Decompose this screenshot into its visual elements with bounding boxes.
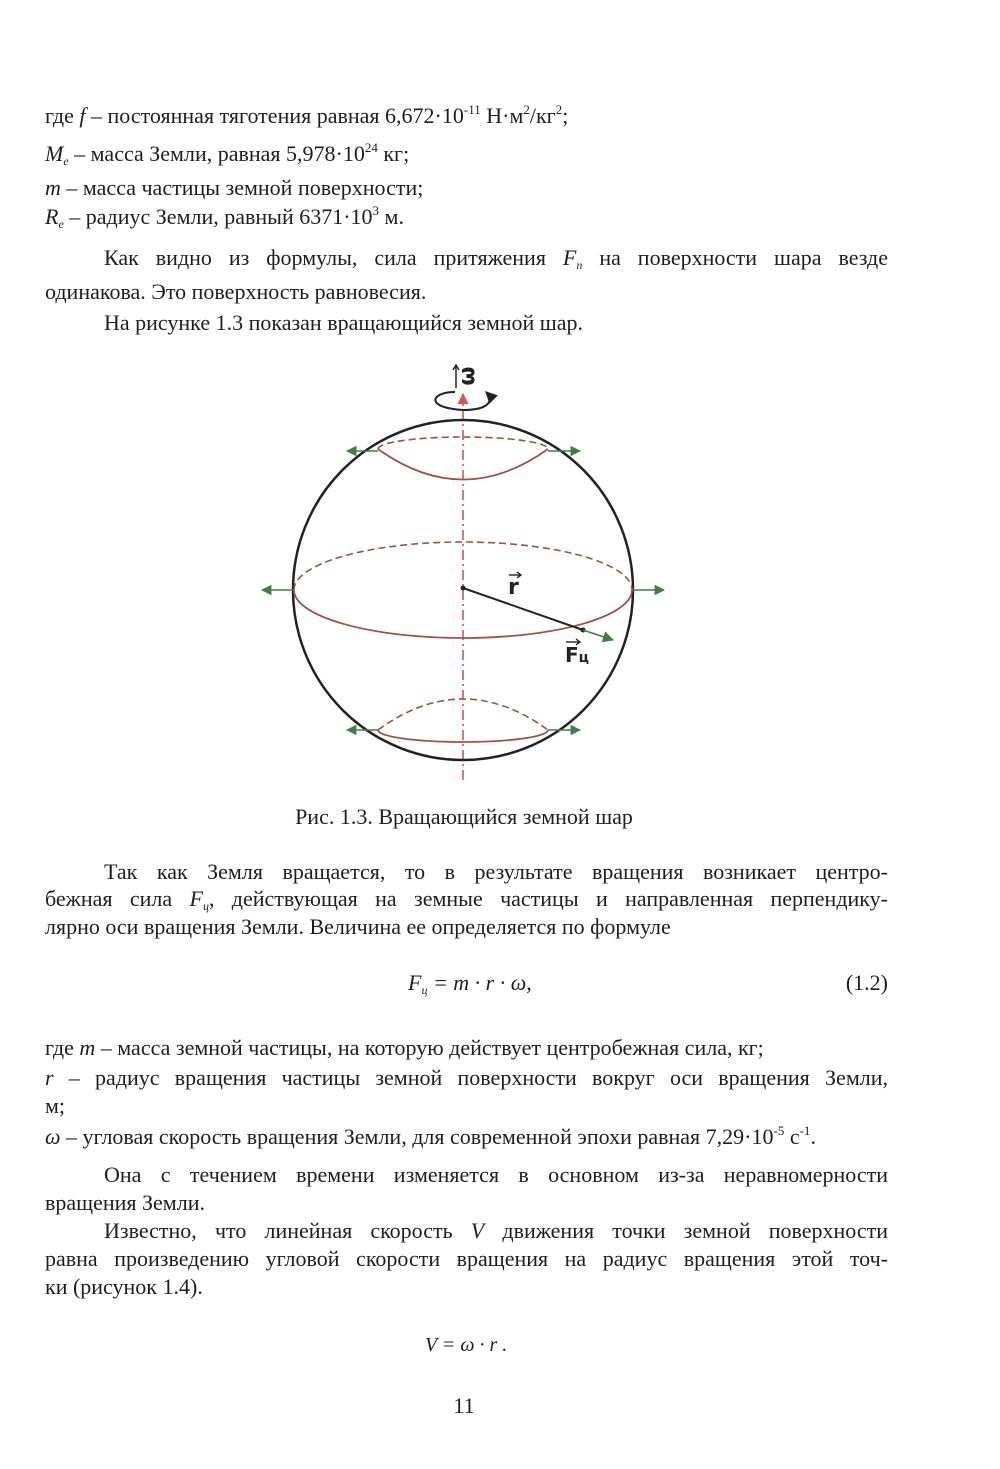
formula-centrifugal: $F_ц = m \cdot r \cdot \omega$, (408, 970, 532, 997)
para4-line1: Она с течением времени изменяется в основном из-за неравномерности (104, 1162, 888, 1187)
def2-r-cont: м; (45, 1093, 66, 1118)
def-f-line: где f – постоянная тяготения равная $6,672\cdot 10^{-11}$ $Н\cdot м^2/кг^2$; (45, 102, 569, 128)
figure-caption: Рис. 1.3. Вращающийся земной шар (295, 804, 633, 829)
para3-line1: Так как Земля вращается, то в результате вращения возникает центро- (104, 859, 888, 884)
r-label: r (508, 575, 519, 600)
para2-line: На рисунке 1.3 показан вращающийся земной шар. (104, 310, 583, 335)
formula-number-1-2: (1.2) (845, 970, 888, 995)
para5-line1: Известно, что линейная скорость V движения точки земной поверхности (104, 1218, 889, 1243)
omega-label: ω (455, 366, 480, 386)
para4-line2: вращения Земли. (45, 1190, 205, 1215)
def2-m-line: где m – масса земной частицы, на которую действует центробежная сила, кг; (45, 1035, 764, 1060)
para5-line3: ки (рисунок 1.4). (45, 1274, 203, 1299)
page-number: 11 (453, 1393, 475, 1418)
para3-line3: лярно оси вращения Земли. Величина ее определяется по формуле (45, 914, 671, 939)
rotating-earth-diagram (250, 350, 680, 790)
radius-vector (463, 588, 583, 630)
def-R-line: $R_e$ – радиус Земли, равный $6371\cdot 10^3$ м. (45, 203, 404, 231)
figure-rotating-earth (250, 350, 680, 790)
omega-label-group (453, 365, 480, 388)
para3-line2: бежная сила $F_ц$, действующая на земные частицы и направленная перпендику- (45, 886, 888, 913)
para1-line2: одинакова. Это поверхность равновесия. (45, 279, 427, 304)
def-M-line: $M_e$ – масса Земли, равная $5,978\cdot 10^{24}$ кг; (45, 140, 410, 168)
def2-omega-line: ω – угловая скорость вращения Земли, для современной эпохи равная $7,29\cdot 10^{-5}$ $с^{-1}$. (45, 1123, 816, 1149)
formula-linear-velocity: V = ω · r . (425, 1334, 508, 1356)
centrifugal-force-vector (583, 630, 613, 640)
para5-line2: равна произведению угловой скорости вращения на радиус вращения этой точ- (45, 1246, 888, 1271)
F-centrifugal-label: Fц (565, 643, 590, 667)
para1-line1: Как видно из формулы, сила притяжения $F_п$ на поверхности шара везде (104, 245, 888, 272)
def-m-line: m – масса частицы земной поверхности; (45, 175, 424, 200)
def2-r-line: r – радиус вращения частицы земной поверхности вокруг оси вращения Земли, (45, 1065, 888, 1090)
